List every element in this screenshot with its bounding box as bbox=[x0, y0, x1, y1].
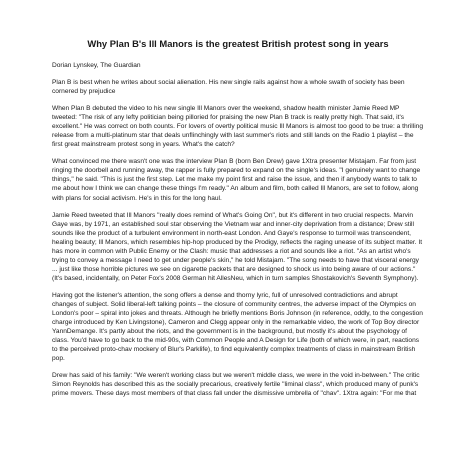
article bbox=[52, 38, 424, 406]
article-paragraph: Jamie Reed tweeted that Ill Manors "really does remind of What's Going On", but it's different in two crucial respects. Marvin Gaye was, by 1971, an established soul star observing the Vietnam war and inner-city deprivation from a distance; Drew still sounds like the product of a turbulent environment in north-east London. And Gaye's response to turmoil was transcendent, healing beauty; Ill Manors, which resembles hip-hop produced by the Prodigy, reflects the raging unease of its subject matter. It has more in common with Public Enemy or the Clash: music that addresses a riot and sounds like a riot. "As an artist who's trying to convey a message I need to get under people's skin," he told Mistajam. "The song needs to have that visceral energy ... just like those horrible pictures we see on cigarette packets that are designed to shock us into being aware of our actions." (It's based, incidentally, on Peter Fox's 2008 German hit AllesNeu, which in turn samples Shostakovich's Seventh Symphony). bbox=[52, 211, 423, 282]
article-paragraph: Drew has said of his family: "We weren't working class but we weren't middle class, we were in the void in-between." The critic Simon Reynolds has described this as the socially precarious, creatively fertile "liminal class", which produced many of punk's prime movers. These days most members of that class fall under the dismissive umbrella of "chav". 1Xtra again: "For me that bbox=[52, 372, 420, 398]
article-paragraph: What convinced me there wasn't one was the interview Plan B (born Ben Drew) gave 1Xtra presenter Mistajam. Far from just ringing the doorbell and running away, the rapper is fully prepared to expand on the single's ideas. "I genuinely want to change things," he said. "This is just the first step. Let me make my point first and raise the issue, and then if anybody wants to talk to me about how I think we can change these things I'm ready." An album and film, both called Ill Manors, are set to follow, along with plans for social activism. He's in this for the long haul. bbox=[52, 158, 421, 202]
article-byline: Dorian Lynskey, The Guardian bbox=[52, 62, 141, 69]
article-title: Why Plan B's Ill Manors is the greatest British protest song in years bbox=[87, 38, 389, 49]
article-paragraph: When Plan B debuted the video to his new single Ill Manors over the weekend, shadow health minister Jamie Reed MP tweeted: "The risk of any lefty politician being pilloried for praising the new Plan B track is really pretty high. That said, it's excellent." He was correct on both counts. For lovers of overtly political music Ill Manors is almost too good to be true: a thrilling release from a multi-platinum star that deals unflinchingly with last summer's riots and still lands on the Radio 1 playlist – the first great mainstream protest song in years. What's the catch? bbox=[52, 105, 424, 149]
article-paragraph: Having got the listener's attention, the song offers a dense and thorny lyric, full of unresolved contradictions and abrupt changes of subject. Solid liberal-left talking points – the closure of community centres, the adverse impact of the Olympics on London's poor – spiral into jokes and threats. Although he briefly mentions Boris Johnson (in reference, oddly, to the congestion charge introduced by Ken Livingstone), Cameron and Clegg appear only in the remarkable video, the work of Top Boy director YannDemange. It's partly about the riots, and the government is in the background, but mostly it's about the psychology of class. You'd have to go back to the mid-90s, with Common People and A Design for Life (both of which were, in part, reactions to the perceived proto-chav mockery of Blur's Parklife), to find equivalently complex treatments of class in mainstream British pop. bbox=[52, 291, 423, 363]
article-standfirst: Plan B is best when he writes about social alienation. His new single rails against how a whole swath of society has been cornered by prejudice bbox=[52, 79, 405, 96]
